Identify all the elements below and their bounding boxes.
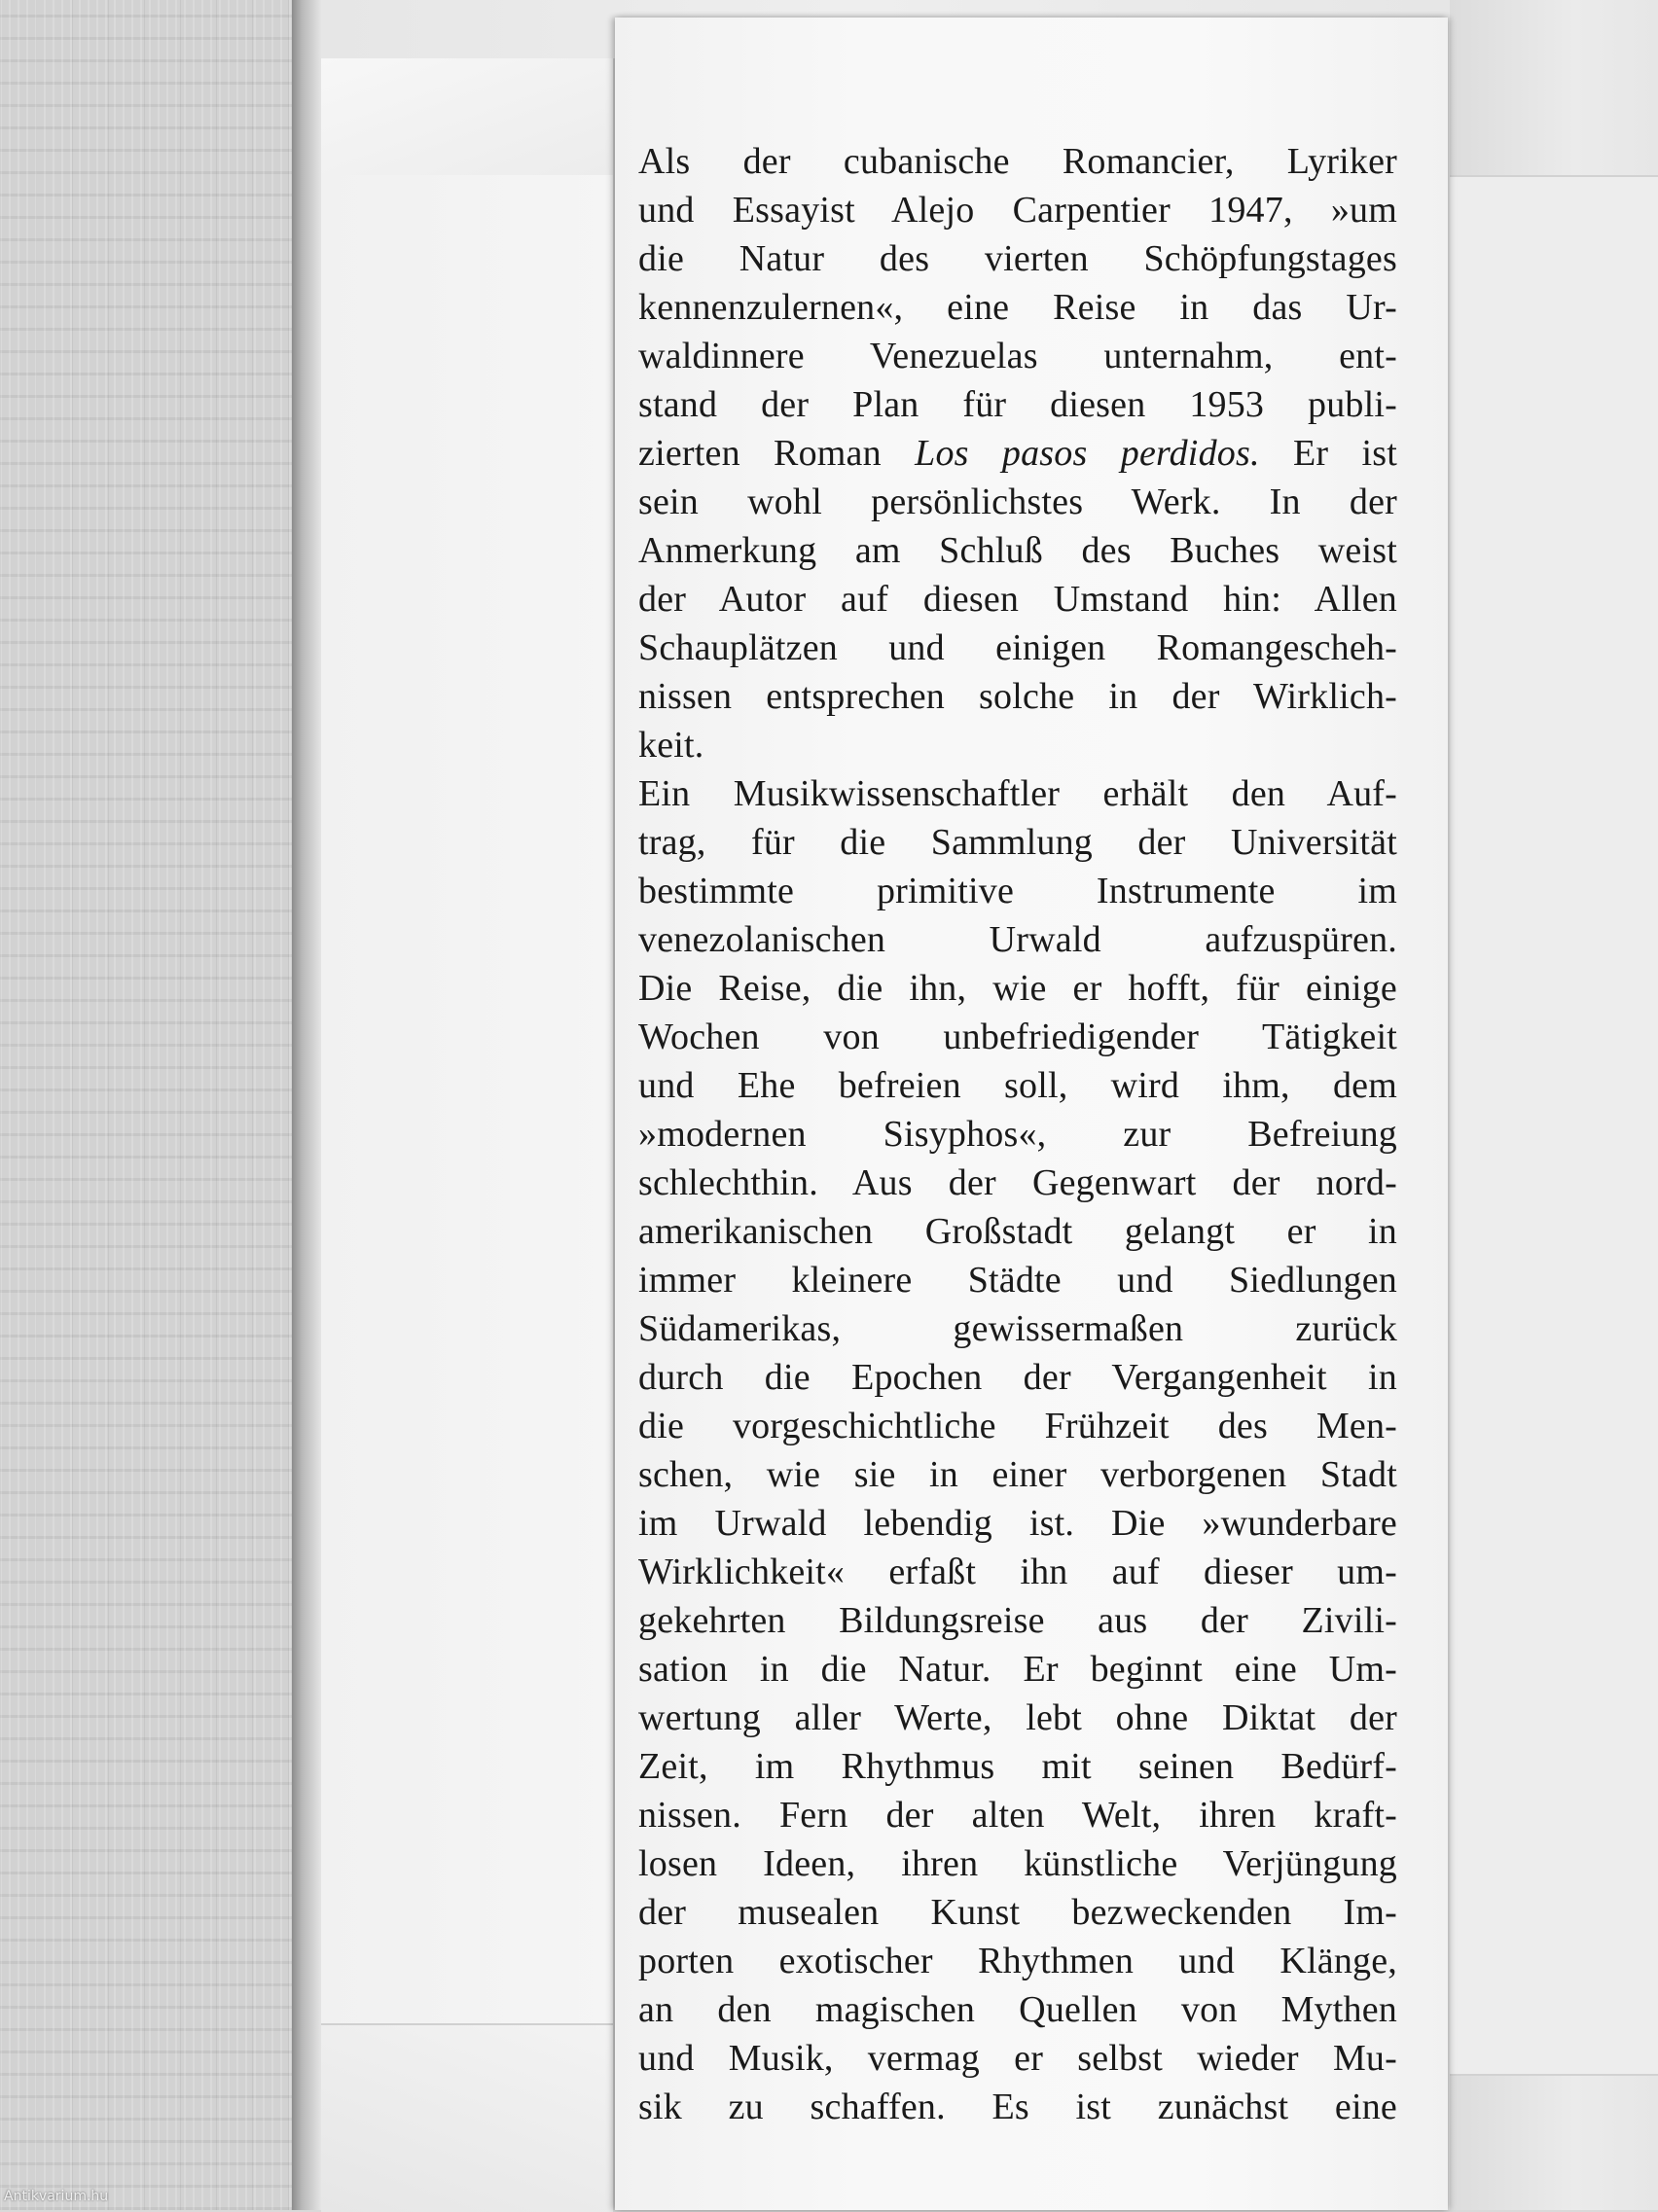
- text-segment: Er ist: [1292, 433, 1397, 474]
- text-line: trag, für die Sammlung der Universität: [638, 822, 1397, 863]
- slipcase-flap-bottom: [321, 2023, 613, 2212]
- book-cover-board: [0, 0, 292, 2210]
- text-line: die vorgeschichtliche Frühzeit des Men-: [638, 1406, 1397, 1446]
- text-line: durch die Epochen der Vergangenheit in: [638, 1357, 1397, 1398]
- text-line: Südamerikas, gewissermaßen zurück: [638, 1308, 1397, 1349]
- text-line: und Ehe befreien soll, wird ihm, dem: [638, 1065, 1397, 1106]
- text-line: stand der Plan für diesen 1953 publi-: [638, 384, 1397, 425]
- text-line: keit.: [638, 725, 704, 766]
- text-line: schlechthin. Aus der Gegenwart der nord-: [638, 1162, 1397, 1203]
- text-line: »modernen Sisyphos«, zur Befreiung: [638, 1114, 1397, 1155]
- text-line: Ein Musikwissenschaftler erhält den Auf-: [638, 773, 1397, 814]
- text-line-with-title: [638, 430, 1397, 477]
- text-segment: zierten Roman: [638, 433, 882, 474]
- text-line: Zeit, im Rhythmus mit seinen Bedürf-: [638, 1746, 1397, 1787]
- text-line: Anmerkung am Schluß des Buches weist: [638, 530, 1397, 571]
- text-line: Die Reise, die ihn, wie er hofft, für einige: [638, 968, 1397, 1009]
- text-line: wertung aller Werte, lebt ohne Diktat der: [638, 1697, 1397, 1738]
- slipcase-right-inner: [1450, 175, 1658, 2076]
- slipcase-panel: [321, 58, 615, 2210]
- text-line: venezolanischen Urwald aufzuspüren.: [638, 919, 1397, 960]
- text-line: und Musik, vermag er selbst wieder Mu-: [638, 2038, 1397, 2079]
- book-title-italic: Los pasos perdidos.: [915, 433, 1260, 474]
- book-cover-edge: [292, 0, 321, 2210]
- text-line: im Urwald lebendig ist. Die »wunderbare: [638, 1503, 1397, 1544]
- text-line: immer kleinere Städte und Siedlungen: [638, 1260, 1397, 1301]
- text-line: kennenzulernen«, eine Reise in das Ur-: [638, 287, 1397, 328]
- text-line: losen Ideen, ihren künstliche Verjüngung: [638, 1843, 1397, 1884]
- text-line: und Essayist Alejo Carpentier 1947, »um: [638, 190, 1397, 231]
- leaflet-page: [615, 18, 1448, 2210]
- text-line: der Autor auf diesen Umstand hin: Allen: [638, 579, 1397, 620]
- text-line: waldinnere Venezuelas unternahm, ent-: [638, 336, 1397, 376]
- text-line: der musealen Kunst bezweckenden Im-: [638, 1892, 1397, 1933]
- text-line: nissen entsprechen solche in der Wirklich-: [638, 676, 1397, 717]
- watermark: Antikvarium.hu: [4, 2189, 109, 2204]
- text-line: an den magischen Quellen von Mythen: [638, 1989, 1397, 2030]
- text-line: Wochen von unbefriedigender Tätigkeit: [638, 1017, 1397, 1057]
- text-line: gekehrten Bildungsreise aus der Zivili-: [638, 1600, 1397, 1641]
- text-line: amerikanischen Großstadt gelangt er in: [638, 1211, 1397, 1252]
- text-line: porten exotischer Rhythmen und Klänge,: [638, 1941, 1397, 1981]
- text-line: sation in die Natur. Er beginnt eine Um-: [638, 1649, 1397, 1690]
- slipcase-flap-top: [321, 58, 613, 175]
- text-line: Als der cubanische Romancier, Lyriker: [638, 141, 1397, 182]
- text-line: schen, wie sie in einer verborgenen Stadt: [638, 1454, 1397, 1495]
- text-line: Schauplätzen und einigen Romangescheh-: [638, 627, 1397, 668]
- text-line: sein wohl persönlichstes Werk. In der: [638, 482, 1397, 522]
- text-line: sik zu schaffen. Es ist zunächst eine: [638, 2087, 1397, 2127]
- text-line: die Natur des vierten Schöpfungstages: [638, 238, 1397, 279]
- text-line: bestimmte primitive Instrumente im: [638, 871, 1397, 911]
- text-line: Wirklichkeit« erfaßt ihn auf dieser um-: [638, 1552, 1397, 1592]
- text-line: nissen. Fern der alten Welt, ihren kraft-: [638, 1795, 1397, 1836]
